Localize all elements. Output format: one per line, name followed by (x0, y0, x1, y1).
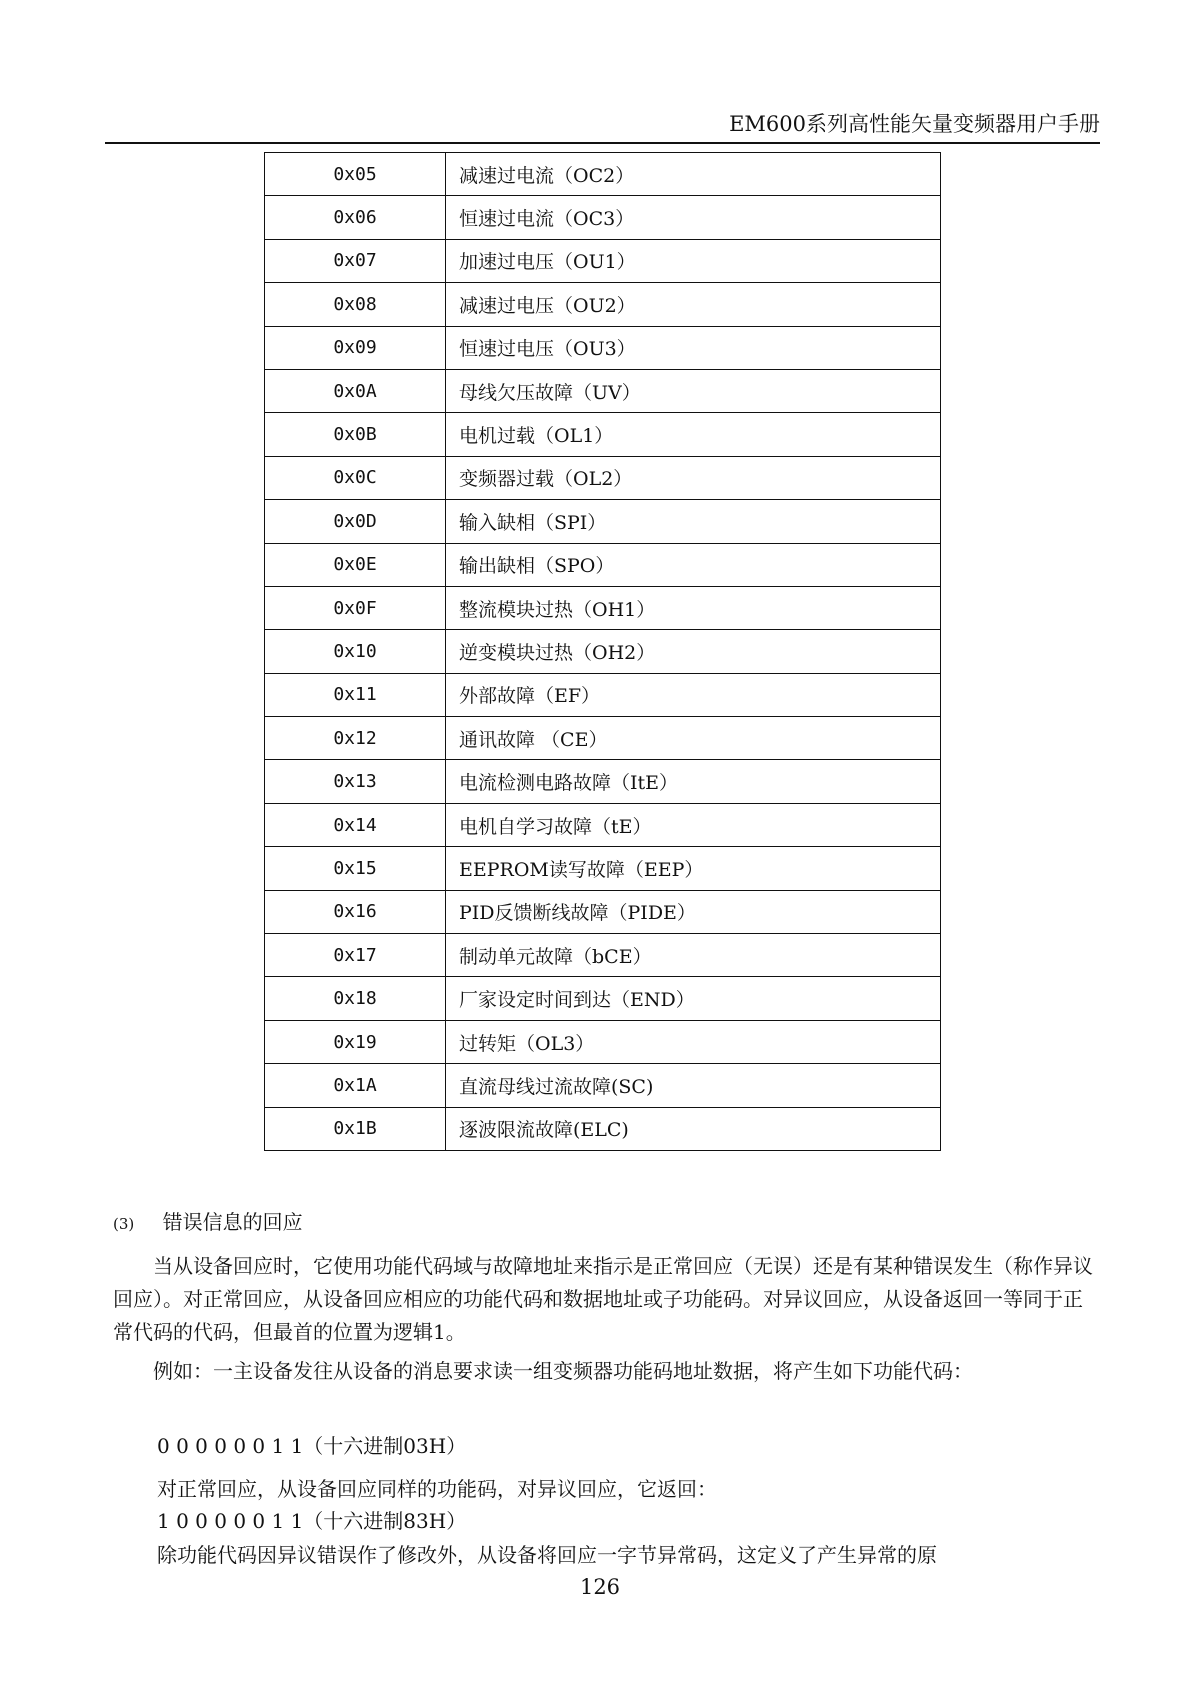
fault-description-cell: 减速过电压（OU2） (446, 283, 941, 326)
page-number: 126 (579, 1575, 621, 1599)
fault-code-cell: 0x1B (265, 1107, 446, 1150)
fault-code-cell: 0x13 (265, 760, 446, 803)
table-row (265, 283, 941, 326)
fault-code-cell: 0x0D (265, 500, 446, 543)
table-row (265, 543, 941, 586)
fault-description-cell: 直流母线过流故障(SC) (446, 1064, 941, 1107)
fault-description-cell: 恒速过电压（OU3） (446, 326, 941, 369)
fault-code-cell: 0x18 (265, 977, 446, 1020)
table-row (265, 1107, 941, 1150)
fault-code-cell: 0x08 (265, 283, 446, 326)
table-row (265, 326, 941, 369)
fault-code-cell: 0x14 (265, 803, 446, 846)
normal-response-text: 对正常回应，从设备回应同样的功能码，对异议回应，它返回： (157, 1477, 717, 1501)
fault-description-cell: EEPROM读写故障（EEP） (446, 847, 941, 890)
fault-code-cell: 0x16 (265, 890, 446, 933)
fault-description-cell: 外部故障（EF） (446, 673, 941, 716)
section-title: 错误信息的回应 (162, 1210, 303, 1234)
fault-code-cell: 0x10 (265, 630, 446, 673)
table-row (265, 977, 941, 1020)
fault-description-cell: 变频器过载（OL2） (446, 456, 941, 499)
fault-description-cell: 电流检测电路故障（ItE） (446, 760, 941, 803)
fault-code-cell: 0x05 (265, 153, 446, 196)
table-row (265, 673, 941, 716)
fault-description-cell: PID反馈断线故障（PIDE） (446, 890, 941, 933)
fault-code-cell: 0x19 (265, 1020, 446, 1063)
fault-description-cell: 输出缺相（SPO） (446, 543, 941, 586)
fault-code-cell: 0x1A (265, 1064, 446, 1107)
fault-code-cell: 0x0A (265, 369, 446, 412)
table-row (265, 1064, 941, 1107)
section-heading (113, 1206, 303, 1235)
fault-description-cell: 加速过电压（OU1） (446, 239, 941, 282)
fault-code-cell: 0x0F (265, 586, 446, 629)
fault-code-cell: 0x12 (265, 717, 446, 760)
table-row (265, 153, 941, 196)
table-row (265, 847, 941, 890)
fault-code-cell: 0x0E (265, 543, 446, 586)
table-row (265, 239, 941, 282)
table-row (265, 760, 941, 803)
fault-code-cell: 0x06 (265, 196, 446, 239)
fault-code-cell: 0x07 (265, 239, 446, 282)
table-row (265, 500, 941, 543)
fault-description-cell: 过转矩（OL3） (446, 1020, 941, 1063)
fault-description-cell: 电机过载（OL1） (446, 413, 941, 456)
fault-description-cell: 恒速过电流（OC3） (446, 196, 941, 239)
running-header: EM600系列高性能矢量变频器用户手册 (729, 112, 1100, 136)
header-rule (105, 142, 1100, 144)
table-row (265, 934, 941, 977)
section-number: (3) (113, 1215, 135, 1233)
fault-code-cell: 0x15 (265, 847, 446, 890)
fault-code-table-body (265, 153, 941, 1151)
fault-description-cell: 制动单元故障（bCE） (446, 934, 941, 977)
paragraph-error-response: 当从设备回应时，它使用功能代码域与故障地址来指示是正常回应（无误）还是有某种错误发生（称作异议回应）。对正常回应，从设备回应相应的功能代码和数据地址或子功能码。对异议回应，从设备返回一等同于正常代码的代码，但最首的位置为逻辑1。 (113, 1254, 1093, 1344)
fault-description-cell: 通讯故障 （CE） (446, 717, 941, 760)
table-row (265, 630, 941, 673)
paragraph-example: 例如：一主设备发往从设备的消息要求读一组变频器功能码地址数据，将产生如下功能代码： (153, 1359, 973, 1383)
fault-code-cell: 0x11 (265, 673, 446, 716)
table-row (265, 413, 941, 456)
fault-description-cell: 整流模块过热（OH1） (446, 586, 941, 629)
fault-code-table (264, 152, 941, 1151)
fault-description-cell: 母线欠压故障（UV） (446, 369, 941, 412)
table-row (265, 803, 941, 846)
table-row (265, 1020, 941, 1063)
fault-description-cell: 减速过电流（OC2） (446, 153, 941, 196)
table-row (265, 456, 941, 499)
fault-code-cell: 0x17 (265, 934, 446, 977)
table-row (265, 196, 941, 239)
fault-code-cell: 0x0C (265, 456, 446, 499)
fault-description-cell: 电机自学习故障（tE） (446, 803, 941, 846)
fault-description-cell: 厂家设定时间到达（END） (446, 977, 941, 1020)
binary-exception-code: 1 0 0 0 0 0 1 1（十六进制83H） (157, 1509, 467, 1533)
fault-code-cell: 0x09 (265, 326, 446, 369)
table-row (265, 890, 941, 933)
fault-code-cell: 0x0B (265, 413, 446, 456)
table-row (265, 586, 941, 629)
table-row (265, 369, 941, 412)
fault-description-cell: 逆变模块过热（OH2） (446, 630, 941, 673)
exception-explanation-text: 除功能代码因异议错误作了修改外，从设备将回应一字节异常码，这定义了产生异常的原 (157, 1543, 937, 1567)
fault-description-cell: 输入缺相（SPI） (446, 500, 941, 543)
binary-normal-code: 0 0 0 0 0 0 1 1（十六进制03H） (157, 1434, 467, 1458)
table-row (265, 717, 941, 760)
fault-description-cell: 逐波限流故障(ELC) (446, 1107, 941, 1150)
